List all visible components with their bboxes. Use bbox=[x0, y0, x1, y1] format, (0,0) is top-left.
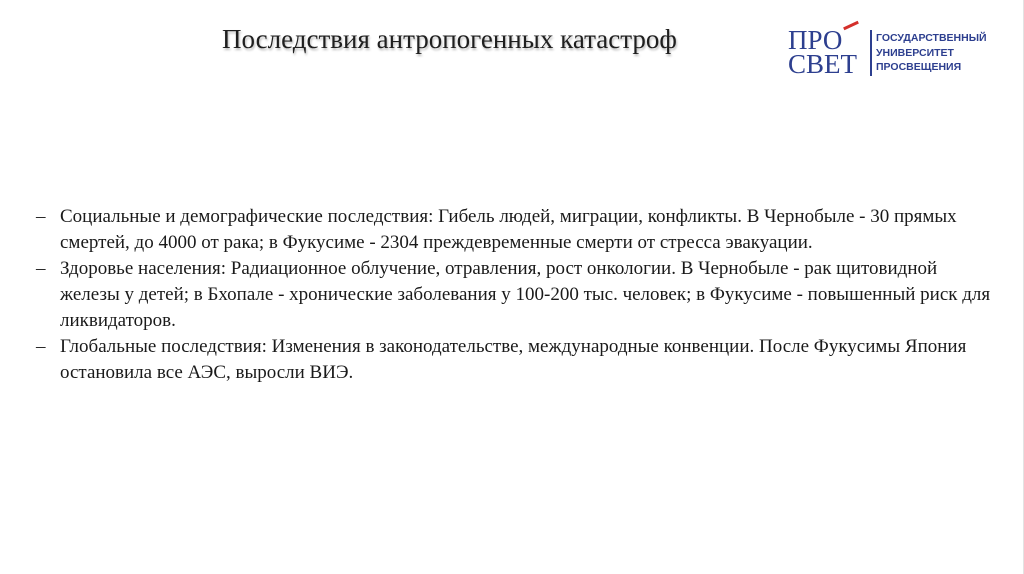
bullet-item-social bbox=[36, 204, 996, 256]
bullet-dash: – bbox=[36, 258, 46, 279]
logo-mark-line2: СВЕТ bbox=[788, 49, 858, 79]
bullet-dash: – bbox=[36, 206, 46, 227]
logo-text-line: ГОСУДАРСТВЕННЫЙ bbox=[876, 32, 987, 44]
logo-mark bbox=[788, 25, 868, 79]
bullet-list bbox=[36, 204, 996, 386]
logo-divider bbox=[870, 30, 872, 76]
bullet-text: Глобальные последствия: Изменения в законодательстве, международные конвенции. После Фукусимы Япония остановила все АЭС, выросли ВИЭ. bbox=[60, 336, 967, 383]
slide-title: Последствия антропогенных катастроф bbox=[222, 24, 677, 54]
bullet-dash: – bbox=[36, 336, 46, 357]
bullet-item-global bbox=[36, 334, 996, 386]
bullet-text: Социальные и демографические последствия: Гибель людей, миграции, конфликты. В Чернобыле - 30 прямых смертей, до 4000 от рака; в Фукусиме - 2304 преждевременные смерти от стресса эвакуации. bbox=[60, 206, 957, 253]
logo-mark-line1: ПРО bbox=[788, 25, 843, 55]
university-logo bbox=[788, 25, 988, 86]
bullet-item-health bbox=[36, 256, 996, 334]
logo-text-line: УНИВЕРСИТЕТ bbox=[876, 46, 954, 59]
bullet-text: Здоровье населения: Радиационное облучение, отравления, рост онкологии. В Чернобыле - рак щитовидной железы у детей; в Бхопале - хронические заболевания у 100-200 тыс. человек; в Фукусиме - повышенный риск для ликвидаторов. bbox=[60, 258, 991, 331]
logo-accent-mark bbox=[843, 21, 859, 30]
logo-text bbox=[876, 31, 987, 75]
logo-text-line: ПРОСВЕЩЕНИЯ bbox=[876, 61, 962, 73]
